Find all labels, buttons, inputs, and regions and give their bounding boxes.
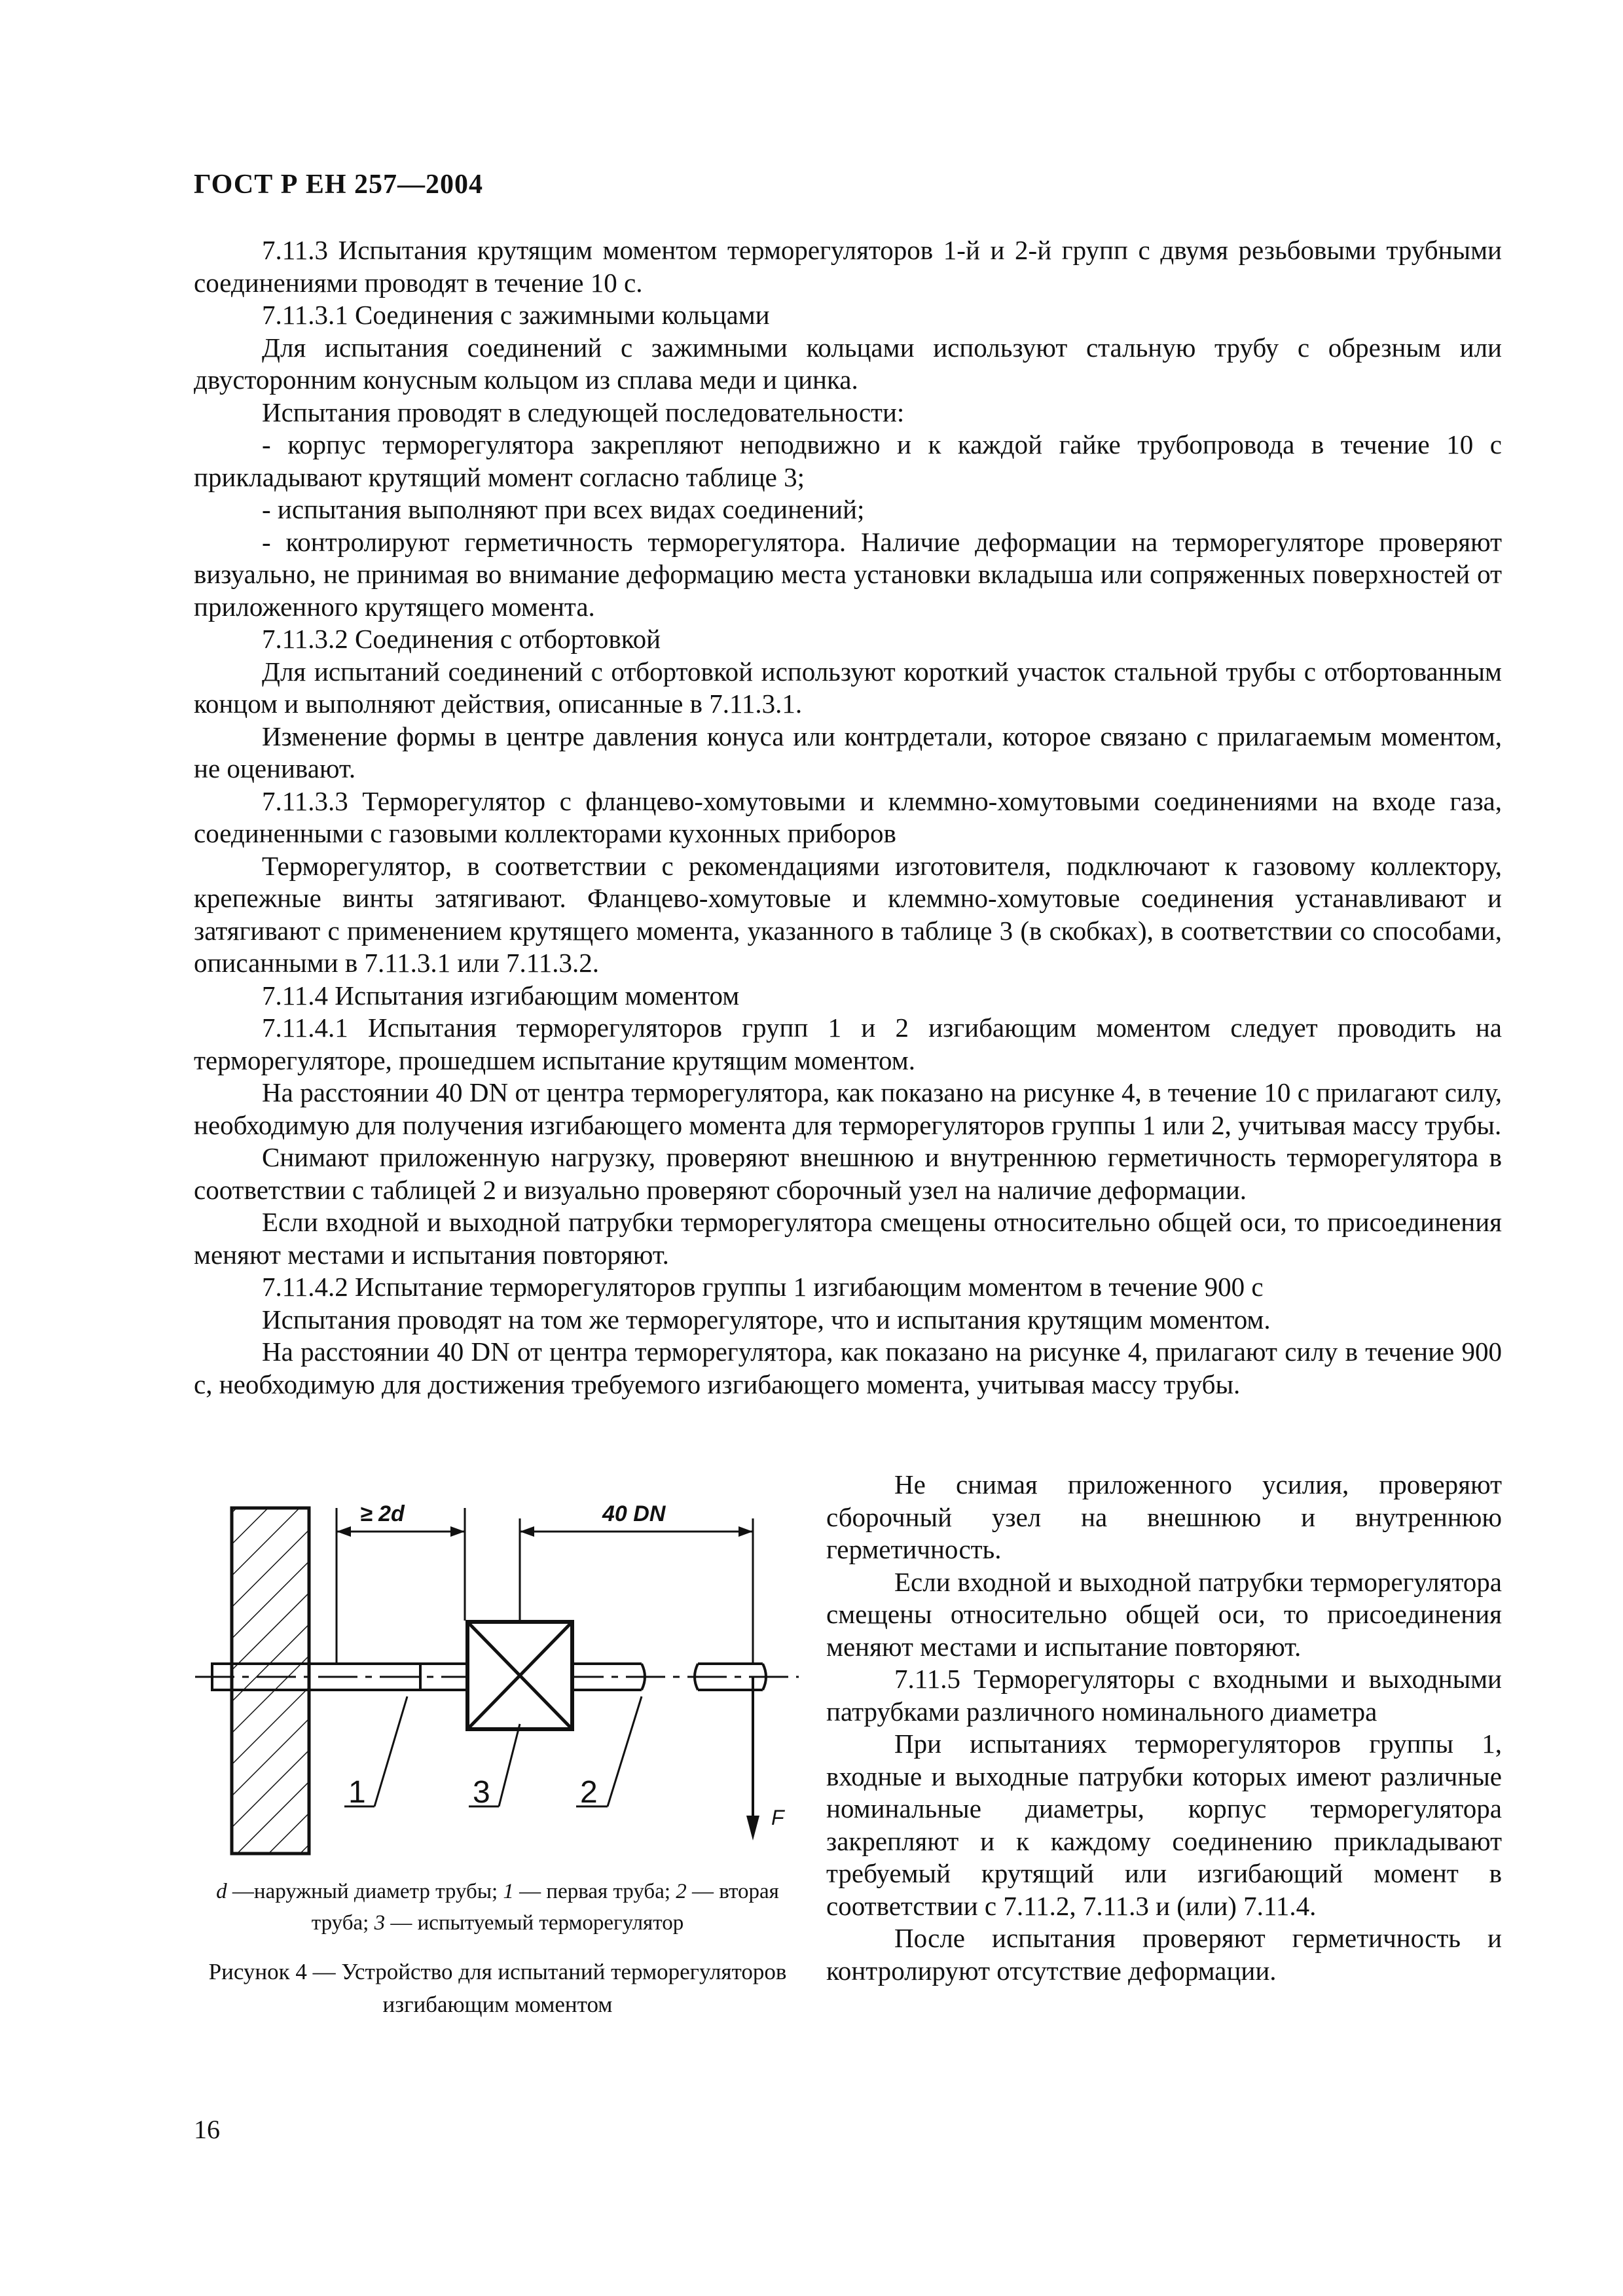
paragraph: Изменение формы в центре давления конуса или контрдетали, которое связано с прилагаемым моментом, не оценивают. (194, 721, 1502, 783)
figure-caption: Рисунок 4 — Устройство для испытаний терморегуляторов изгибающим моментом (208, 1959, 787, 2017)
paragraph: После испытания проверяют герметичность и контролируют отсутствие деформации. (826, 1923, 1502, 1986)
paragraph: 7.11.4.2 Испытание терморегуляторов группы 1 изгибающим моментом в течение 900 с (262, 1272, 1264, 1302)
fixed-wall (232, 1508, 309, 1854)
paragraph: На расстоянии 40 DN от центра терморегулятора, как показано на рисунке 4, в течение 10 с прилагают силу, необходимую для получения изгибающего момента для терморегуляторов группы 1 или 2, учитывая массу трубы. (194, 1077, 1502, 1140)
paragraph: Если входной и выходной патрубки терморегулятора смещены относительно общей оси, то присоединения меняют местами и испытание повторяют. (826, 1566, 1502, 1662)
paragraph: 7.11.5 Терморегуляторы с входными и выходными патрубками различного номинального диаметра (826, 1664, 1502, 1727)
paragraph: Испытания проводят на том же терморегуляторе, что и испытания крутящим моментом. (262, 1304, 1271, 1335)
paragraph: - испытания выполняют при всех видах соединений; (262, 494, 865, 524)
paragraph: Не снимая приложенного усилия, проверяют сборочный узел на внешнюю и внутреннюю герметичность. (826, 1469, 1502, 1564)
paragraph: 7.11.3 Испытания крутящим моментом терморегуляторов 1-й и 2-й групп с двумя резьбовыми трубными соединениями проводят в течение 10 с. (194, 235, 1502, 298)
main-text (194, 234, 1502, 1401)
paragraph: Если входной и выходной патрубки терморегулятора смещены относительно общей оси, то присоединения меняют местами и испытания повторяют. (194, 1207, 1502, 1270)
paragraph: 7.11.3.2 Соединения с отбортовкой (262, 624, 661, 654)
paragraph: 7.11.4.1 Испытания терморегуляторов групп 1 и 2 изгибающим моментом следует проводить на терморегуляторе, прошедшем испытание крутящим моментом. (194, 1013, 1502, 1075)
paragraph: При испытаниях терморегуляторов группы 1, входные и выходные патрубки которых имеют различные номинальные диаметры, корпус терморегулятора закрепляют и к каждому соединению прикладывают требуемый крутящий или изгибающий момент в соответствии с 7.11.2, 7.11.3 и (или) 7.11.4. (826, 1729, 1502, 1921)
right-column-text (826, 1469, 1502, 1987)
dimension-40dn-label: 40 DN (602, 1501, 666, 1526)
paragraph: Снимают приложенную нагрузку, проверяют внешнюю и внутреннюю герметичность терморегулятора в соответствии с таблицей 2 и визуально проверяют сборочный узел на наличие деформации. (194, 1142, 1502, 1205)
paragraph: На расстоянии 40 DN от центра терморегулятора, как показано на рисунке 4, прилагают силу в течение 900 с, необходимую для достижения требуемого изгибающего момента, учитывая массу трубы. (194, 1336, 1502, 1399)
paragraph: - корпус терморегулятора закрепляют неподвижно и к каждой гайке трубопровода в течение 10 с прикладывают крутящий момент согласно таблице 3; (194, 429, 1502, 492)
label-1: 1 (348, 1775, 366, 1810)
document-header: ГОСТ Р ЕН 257—2004 (194, 170, 484, 200)
paragraph: - контролируют герметичность терморегулятора. Наличие деформации на терморегуляторе проверяют визуально, не принимая во внимание деформацию места установки вкладыша или сопряженных поверхностей от приложенного крутящего момента. (194, 526, 1502, 622)
paragraph: 7.11.3.1 Соединения с зажимными кольцами (262, 300, 770, 330)
force-label: F (771, 1806, 784, 1829)
paragraph: 7.11.3.3 Терморегулятор с фланцево-хомутовыми и клеммно-хомутовыми соединениями на входе газа, соединенными с газовыми коллекторами кухонных приборов (194, 785, 1502, 848)
paragraph: 7.11.4 Испытания изгибающим моментом (262, 980, 740, 1011)
paragraph: Для испытания соединений с зажимными кольцами используют стальную трубу с обрезным или двусторонним конусным кольцом из сплава меди и цинка. (194, 332, 1502, 395)
page-number: 16 (194, 2115, 220, 2144)
label-3: 3 (473, 1775, 490, 1810)
label-2: 2 (580, 1775, 598, 1810)
figure-4-diagram (183, 1466, 799, 1872)
paragraph: Терморегулятор, в соответствии с рекомендациями изготовителя, подключают к газовому коллектору, крепежные винты затягивают. Фланцево-хомутовые и клеммно-хомутовые соединения устанавливают и затягивают с применением крутящего момента, указанного в таблице 3 (в скобках), в соответствии со способами, описанными в 7.11.3.1 или 7.11.3.2. (194, 850, 1502, 978)
figure-legend: d —наружный диаметр трубы; 1 — первая труба; 2 — вторая труба; 3 — испытуемый терморегулятор (216, 1880, 779, 1935)
paragraph: Для испытаний соединений с отбортовкой используют короткий участок стальной трубы с отбортованным концом и выполняют действия, описанные в 7.11.3.1. (194, 656, 1502, 719)
paragraph: Испытания проводят в следующей последовательности: (262, 397, 905, 427)
legend-symbol-d: d (216, 1880, 227, 1903)
dimension-2d-label: ≥ 2d (360, 1501, 405, 1526)
